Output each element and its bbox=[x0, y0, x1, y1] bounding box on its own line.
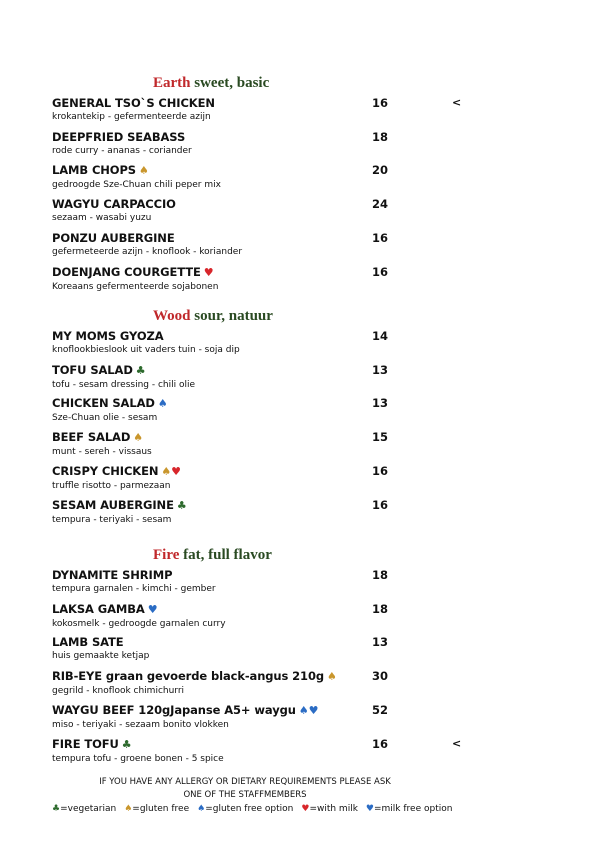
menu-item-price: 13 bbox=[372, 396, 389, 411]
menu-item-description: Sze-Chuan olie - sesam bbox=[52, 413, 158, 424]
milk-free-option-icon: ♥ bbox=[365, 804, 374, 814]
menu-item-price: 14 bbox=[372, 329, 389, 343]
menu-item bbox=[52, 163, 572, 191]
section-title bbox=[153, 75, 269, 92]
menu-item-name bbox=[52, 602, 572, 617]
menu-item-name bbox=[52, 363, 572, 378]
menu-item-name bbox=[52, 430, 572, 445]
menu-item-name bbox=[52, 703, 572, 718]
menu-item-description: tofu - sesam dressing - chili olie bbox=[52, 379, 196, 390]
menu-item-description: tempura - teriyaki - sesam bbox=[52, 514, 172, 525]
legend-entry bbox=[197, 804, 293, 814]
menu-item-description: kokosmelk - gedroogde garnalen curry bbox=[52, 618, 226, 629]
menu-item bbox=[52, 96, 572, 123]
legend-label: =with milk bbox=[309, 804, 358, 814]
vegetarian-icon: ♣ bbox=[52, 804, 61, 814]
menu-item-name-text: WAGYU CARPACCIO bbox=[52, 197, 176, 212]
menu-item-price: 16 bbox=[372, 230, 389, 245]
menu-item-name-text: TOFU SALAD bbox=[52, 362, 133, 377]
menu-item bbox=[52, 231, 572, 258]
menu-item-name bbox=[52, 329, 572, 343]
section-title-element: Wood bbox=[153, 308, 191, 324]
vegetarian-icon: ♣ bbox=[176, 498, 187, 512]
menu-item bbox=[52, 197, 572, 224]
gluten-free-icon: ♠ bbox=[139, 164, 149, 178]
menu-item-name bbox=[52, 231, 572, 245]
menu-item-name-text: MY MOMS GYOZA bbox=[52, 329, 164, 343]
menu-item-name bbox=[52, 163, 572, 178]
legend-label: =milk free option bbox=[374, 804, 453, 814]
menu-item-price: 24 bbox=[372, 197, 389, 212]
allergy-notice bbox=[0, 776, 490, 802]
section-title-element: Earth bbox=[153, 75, 191, 91]
menu-item bbox=[52, 635, 572, 662]
vegetarian-icon: ♣ bbox=[135, 363, 146, 377]
menu-item-name bbox=[52, 130, 572, 144]
menu-item-description: sezaam - wasabi yuzu bbox=[52, 213, 152, 224]
menu-item-price: 13 bbox=[372, 362, 389, 377]
gluten-free-option-icon: ♠ bbox=[157, 397, 168, 411]
with-milk-icon: ♥ bbox=[301, 804, 310, 814]
vegetarian-icon: ♣ bbox=[121, 737, 132, 751]
menu-item bbox=[52, 737, 572, 765]
legend-label: =gluten free bbox=[132, 804, 190, 814]
allergy-notice-line2: ONE OF THE STAFFMEMBERS bbox=[183, 790, 307, 800]
menu-item-description: krokantekip - gefermenteerde azijn bbox=[52, 112, 211, 122]
menu-item-description: truffle risotto - parmezaan bbox=[52, 480, 171, 491]
gluten-free-icon: ♠ bbox=[161, 464, 172, 478]
menu-item-description: tempura tofu - groene bonen - 5 spice bbox=[52, 753, 224, 764]
with-milk-icon: ♥ bbox=[171, 464, 181, 478]
menu-item-name bbox=[52, 396, 572, 411]
menu-item-name bbox=[52, 737, 572, 752]
menu-item-name bbox=[52, 265, 572, 280]
section-title-taste: sour, natuur bbox=[194, 308, 273, 324]
menu-item bbox=[52, 703, 572, 731]
menu-item-name-text: DOENJANG COURGETTE bbox=[52, 264, 201, 279]
menu-item bbox=[52, 498, 572, 526]
section-title bbox=[153, 308, 273, 325]
menu-item-name-text: SESAM AUBERGINE bbox=[52, 497, 174, 512]
menu-item-description: gegrild - knoflook chimichurri bbox=[52, 686, 185, 697]
menu-item bbox=[52, 669, 572, 697]
gluten-free-icon: ♠ bbox=[124, 804, 133, 814]
menu-item-name-text: GENERAL TSO`S CHICKEN bbox=[52, 96, 215, 110]
menu-item-name-text: WAYGU BEEF 120gJapanse A5+ waygu bbox=[52, 702, 296, 717]
menu-item-price: 16 bbox=[372, 736, 389, 751]
menu-item-name bbox=[52, 669, 572, 684]
menu-item bbox=[52, 265, 572, 293]
legend-entry bbox=[366, 804, 453, 814]
menu-item bbox=[52, 430, 572, 458]
menu-item-price: 13 bbox=[372, 635, 389, 650]
legend-entry bbox=[52, 804, 116, 814]
menu-item-description: tempura garnalen - kimchi - gember bbox=[52, 584, 216, 594]
allergy-notice-line1: IF YOU HAVE ANY ALLERGY OR DIETARY REQUIREMENTS PLEASE ASK bbox=[99, 777, 391, 787]
menu-item-name-text: DEEPFRIED SEABASS bbox=[52, 129, 186, 144]
menu-item-name bbox=[52, 464, 572, 479]
menu-item-price: 18 bbox=[372, 568, 389, 582]
menu-item-description: miso - teriyaki - sezaam bonito vlokken bbox=[52, 719, 229, 730]
legend-entry bbox=[301, 804, 358, 814]
menu-item bbox=[52, 329, 572, 356]
symbol-legend bbox=[52, 804, 460, 814]
legend-label: =gluten free option bbox=[205, 804, 294, 814]
menu-item-description: gefermeteerde azijn - knoflook - koriander bbox=[52, 246, 243, 257]
milk-free-option-icon: ♥ bbox=[147, 602, 158, 616]
menu-item bbox=[52, 464, 572, 492]
gluten-free-option-icon: ♠ bbox=[197, 804, 206, 814]
section-title-taste: fat, full flavor bbox=[183, 547, 272, 563]
menu-item-description: knoflookbieslook uit vaders tuin - soja dip bbox=[52, 345, 240, 355]
section-title bbox=[153, 547, 272, 564]
menu-item-name bbox=[52, 96, 572, 110]
menu-item-description: Koreaans gefermenteerde sojabonen bbox=[52, 281, 219, 292]
menu-item-description: gedroogde Sze-Chuan chili peper mix bbox=[52, 180, 221, 191]
menu-item bbox=[52, 396, 572, 424]
menu-item-description: huis gemaakte ketjap bbox=[52, 651, 150, 662]
menu-item-name-text: CHICKEN SALAD bbox=[52, 396, 155, 411]
milk-free-option-icon: ♥ bbox=[308, 703, 319, 717]
menu-item-price: 20 bbox=[372, 163, 389, 178]
menu-item-name-text: DYNAMITE SHRIMP bbox=[52, 568, 173, 582]
menu-item-name-text: RIB-EYE graan gevoerde black-angus 210g bbox=[52, 669, 324, 684]
menu-item bbox=[52, 568, 572, 595]
menu-item-name bbox=[52, 635, 572, 649]
menu-item-name-text: BEEF SALAD bbox=[52, 430, 131, 445]
menu-item-mark: < bbox=[452, 736, 462, 750]
menu-item-name-text: LAMB CHOPS bbox=[52, 163, 136, 178]
menu-item-name bbox=[52, 197, 572, 211]
gluten-free-option-icon: ♠ bbox=[298, 703, 309, 717]
menu-item-name-text: LAKSA GAMBA bbox=[52, 601, 145, 616]
menu-item-price: 16 bbox=[372, 96, 389, 110]
menu-item bbox=[52, 130, 572, 157]
menu-item-price: 16 bbox=[372, 497, 389, 512]
menu-item-name-text: LAMB SATE bbox=[52, 635, 124, 650]
gluten-free-icon: ♠ bbox=[133, 431, 144, 445]
menu-item bbox=[52, 363, 572, 391]
menu-item-name-text: CRISPY CHICKEN bbox=[52, 463, 159, 478]
section-title-taste: sweet, basic bbox=[194, 75, 270, 91]
menu-item-price: 30 bbox=[372, 669, 389, 684]
legend-entry bbox=[124, 804, 189, 814]
menu-item-name-text: FIRE TOFU bbox=[52, 736, 119, 751]
gluten-free-icon: ♠ bbox=[327, 670, 337, 684]
with-milk-icon: ♥ bbox=[203, 265, 214, 279]
menu-item bbox=[52, 602, 572, 630]
menu-item-name bbox=[52, 568, 572, 582]
menu-item-price: 15 bbox=[372, 430, 389, 445]
menu-item-description: munt - sereh - vissaus bbox=[52, 447, 152, 458]
menu-item-mark: < bbox=[452, 96, 462, 109]
menu-item-price: 52 bbox=[372, 702, 389, 717]
legend-label: =vegetarian bbox=[60, 804, 117, 814]
menu-item-price: 18 bbox=[372, 129, 389, 144]
menu-item-name-text: PONZU AUBERGINE bbox=[52, 230, 175, 245]
menu-item-description: rode curry - ananas - coriander bbox=[52, 145, 192, 156]
section-title-element: Fire bbox=[153, 547, 180, 563]
menu-item-name bbox=[52, 498, 572, 513]
menu-item-price: 18 bbox=[372, 601, 389, 616]
menu-item-price: 16 bbox=[372, 463, 389, 478]
menu-item-price: 16 bbox=[372, 264, 389, 279]
